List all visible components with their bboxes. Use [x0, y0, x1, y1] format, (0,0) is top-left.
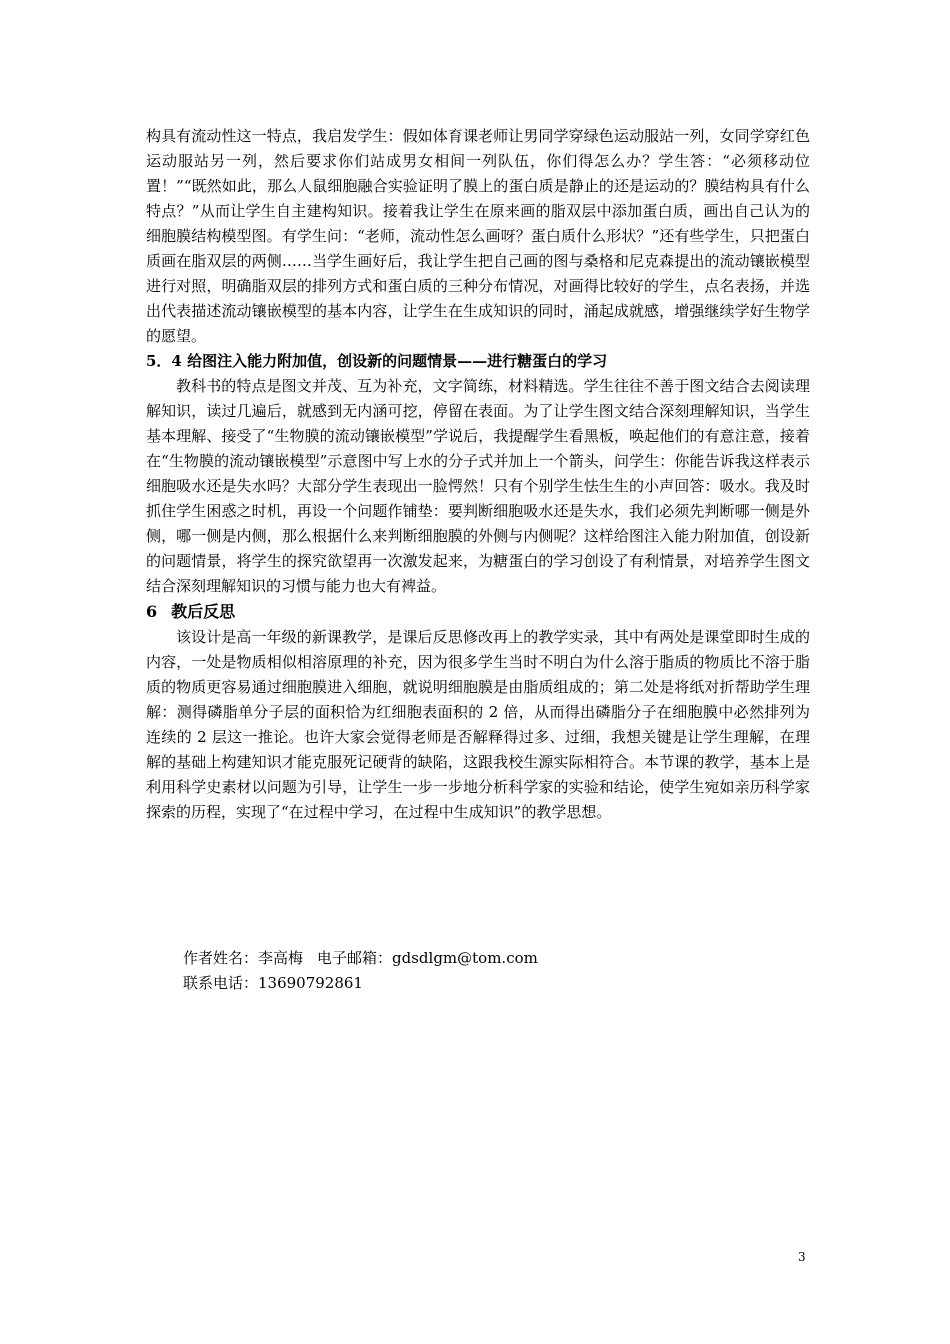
author-line-1	[183, 946, 538, 971]
section-title: 教后反思	[171, 602, 236, 621]
author-email: 电子邮箱：gdsdlgm@tom.com	[317, 949, 538, 967]
section-heading-6	[146, 599, 810, 625]
section-heading-5-4: 5．4 给图注入能力附加值，创设新的问题情景——进行糖蛋白的学习	[146, 352, 608, 370]
page-number: 3	[798, 1250, 806, 1264]
author-name: 作者姓名：李高梅	[183, 949, 304, 967]
paragraph-5-4: 教科书的特点是图文并茂、互为补充，文字简练，材料精选。学生往往不善于图文结合去阅读理解知识，读过几遍后，就感到无内涵可挖，停留在表面。为了让学生图文结合深刻理解知识，当学生基本理解、接受了“生物膜的流动镶嵌模型”学说后，我提醒学生看黑板，唤起他们的有意注意，接着在“生物膜的流动镶嵌模型”示意图中写上水的分子式并加上一个箭头，问学生：你能告诉我这样表示细胞吸水还是失水吗？大部分学生表现出一脸愕然！只有个别学生怯生生的小声回答：吸水。我及时抓住学生困惑之时机，再设一个问题作铺垫：要判断细胞吸水还是失水，我们必须先判断哪一侧是外侧，哪一侧是内侧，那么根据什么来判断细胞膜的外侧与内侧呢？这样给图注入能力附加值，创设新的问题情景，将学生的探究欲望再一次激发起来，为糖蛋白的学习创设了有利情景，对培养学生图文结合深刻理解知识的习惯与能力也大有裨益。	[146, 377, 810, 595]
author-phone: 联系电话：13690792861	[183, 974, 363, 992]
document-body	[146, 124, 810, 825]
author-info	[183, 946, 538, 996]
section-number: 6	[146, 602, 158, 621]
paragraph-continued: 构具有流动性这一特点，我启发学生：假如体育课老师让男同学穿绿色运动服站一列，女同学穿红色运动服站另一列，然后要求你们站成男女相间一列队伍，你们得怎么办？学生答：“必须移动位置！”“既然如此，那么人鼠细胞融合实验证明了膜上的蛋白质是静止的还是运动的？膜结构具有什么特点？”从而让学生自主建构知识。接着我让学生在原来画的脂双层中添加蛋白质，画出自己认为的细胞膜结构模型图。有学生问：“老师，流动性怎么画呀？蛋白质什么形状？”还有些学生，只把蛋白质画在脂双层的两侧……当学生画好后，我让学生把自己画的图与桑格和尼克森提出的流动镶嵌模型进行对照，明确脂双层的排列方式和蛋白质的三种分布情况，对画得比较好的学生，点名表扬，并选出代表描述流动镶嵌模型的基本内容，让学生在生成知识的同时，涌起成就感，增强继续学好生物学的愿望。	[146, 127, 810, 345]
paragraph-6: 该设计是高一年级的新课教学，是课后反思修改再上的教学实录，其中有两处是课堂即时生成的内容，一处是物质相似相溶原理的补充，因为很多学生当时不明白为什么溶于脂质的物质比不溶于脂质的物质更容易通过细胞膜进入细胞，就说明细胞膜是由脂质组成的；第二处是将纸对折帮助学生理解：测得磷脂单分子层的面积恰为红细胞表面积的 2 倍，从而得出磷脂分子在细胞膜中必然排列为连续的 2 层这一推论。也许大家会觉得老师是否解释得过多、过细，我想关键是让学生理解，在理解的基础上构建知识才能克服死记硬背的缺陷，这跟我校生源实际相符合。本节课的教学，基本上是利用科学史素材以问题为引导，让学生一步一步地分析科学家的实验和结论，使学生宛如亲历科学家探索的历程，实现了“在过程中学习，在过程中生成知识”的教学思想。	[146, 628, 810, 821]
